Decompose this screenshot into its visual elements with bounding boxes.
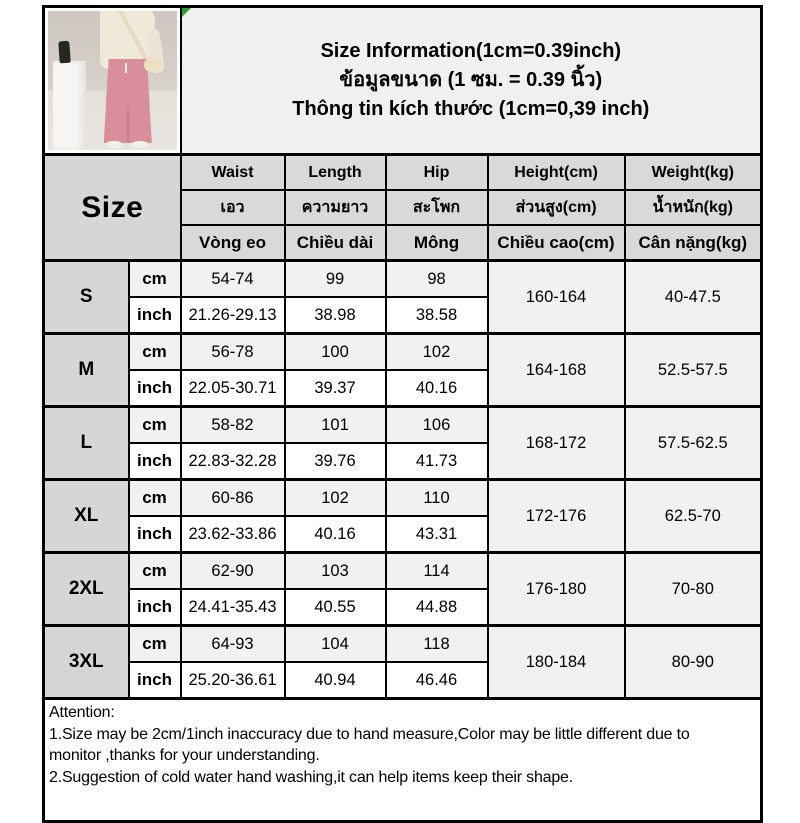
hip-cm-m: 102 [386, 334, 488, 371]
height-xl: 172-176 [488, 480, 625, 553]
title-cell [181, 7, 762, 155]
hip-inch-l: 41.73 [386, 443, 488, 480]
height-3xl: 180-184 [488, 626, 625, 699]
attention-line-1: 1.Size may be 2cm/1inch inaccuracy due to hand measure,Color may be little different due to [49, 725, 690, 743]
hip-cm-2xl: 114 [386, 553, 488, 590]
size-label-xl: XL [44, 480, 129, 553]
length-inch-3xl: 40.94 [285, 662, 386, 699]
hip-inch-s: 38.58 [386, 297, 488, 334]
waist-inch-l: 22.83-32.28 [181, 443, 285, 480]
unit-label-cm: cm [129, 480, 181, 517]
photo-pedestal [53, 61, 86, 150]
title-en: Size Information(1cm=0.39inch) [320, 40, 622, 62]
weight-m: 52.5-57.5 [625, 334, 762, 407]
size-table [42, 5, 763, 823]
table-row [44, 7, 762, 155]
header-length-th: ความยาว [285, 190, 386, 225]
unit-label-inch: inch [129, 370, 181, 407]
table-row-l-cm [44, 407, 762, 444]
table-row-xl-cm [44, 480, 762, 517]
photo-bag [144, 57, 161, 72]
table-header-row-en [44, 155, 762, 191]
size-column-header: Size [44, 155, 181, 261]
header-weight-vi: Cân nặng(kg) [625, 225, 762, 261]
size-chart-sheet [42, 5, 760, 823]
table-row-s-cm [44, 261, 762, 298]
size-label-2xl: 2XL [44, 553, 129, 626]
unit-label-cm: cm [129, 261, 181, 298]
title-vi: Thông tin kích thước (1cm=0,39 inch) [292, 98, 650, 120]
unit-label-cm: cm [129, 334, 181, 371]
table-row-attention [44, 699, 762, 822]
length-cm-xl: 102 [285, 480, 386, 517]
weight-xl: 62.5-70 [625, 480, 762, 553]
hip-cm-l: 106 [386, 407, 488, 444]
unit-label-inch: inch [129, 516, 181, 553]
hip-cm-s: 98 [386, 261, 488, 298]
unit-label-inch: inch [129, 589, 181, 626]
weight-3xl: 80-90 [625, 626, 762, 699]
length-inch-2xl: 40.55 [285, 589, 386, 626]
height-l: 168-172 [488, 407, 625, 480]
waist-cm-xl: 60-86 [181, 480, 285, 517]
height-2xl: 176-180 [488, 553, 625, 626]
size-label-s: S [44, 261, 129, 334]
waist-inch-xl: 23.62-33.86 [181, 516, 285, 553]
waist-cm-3xl: 64-93 [181, 626, 285, 663]
attention-box [44, 699, 762, 822]
length-cm-3xl: 104 [285, 626, 386, 663]
table-row-m-cm [44, 334, 762, 371]
attention-heading: Attention: [49, 704, 115, 721]
header-height-vi: Chiều cao(cm) [488, 225, 625, 261]
unit-label-cm: cm [129, 626, 181, 663]
unit-label-inch: inch [129, 443, 181, 480]
photo-pedestal-object [58, 41, 71, 64]
photo-shoe-right [132, 141, 148, 148]
photo-shoe-left [106, 141, 122, 148]
title-block [182, 8, 761, 153]
length-cm-2xl: 103 [285, 553, 386, 590]
hip-cm-3xl: 118 [386, 626, 488, 663]
header-waist-vi: Vòng eo [181, 225, 285, 261]
size-label-l: L [44, 407, 129, 480]
waist-cm-2xl: 62-90 [181, 553, 285, 590]
waist-inch-m: 22.05-30.71 [181, 370, 285, 407]
length-cm-s: 99 [285, 261, 386, 298]
table-row-3xl-cm [44, 626, 762, 663]
attention-line-3: 2.Suggestion of cold water hand washing,it can help items keep their shape. [49, 768, 574, 786]
photo-drawstring [125, 63, 127, 73]
size-label-3xl: 3XL [44, 626, 129, 699]
header-waist-en: Waist [181, 155, 285, 191]
photo-pants-split [127, 106, 129, 143]
unit-label-cm: cm [129, 407, 181, 444]
header-hip-vi: Mông [386, 225, 488, 261]
product-photo-cell [44, 7, 181, 155]
title-th: ข้อมูลขนาด (1 ซม. = 0.39 นิ้ว) [339, 69, 603, 91]
hip-inch-2xl: 44.88 [386, 589, 488, 626]
length-cm-m: 100 [285, 334, 386, 371]
hip-inch-3xl: 46.46 [386, 662, 488, 699]
unit-label-inch: inch [129, 297, 181, 334]
header-waist-th: เอว [181, 190, 285, 225]
height-s: 160-164 [488, 261, 625, 334]
waist-inch-s: 21.26-29.13 [181, 297, 285, 334]
header-weight-th: น้ำหนัก(kg) [625, 190, 762, 225]
product-photo [48, 11, 177, 150]
size-label-m: M [44, 334, 129, 407]
waist-cm-l: 58-82 [181, 407, 285, 444]
hip-inch-xl: 43.31 [386, 516, 488, 553]
header-length-en: Length [285, 155, 386, 191]
table-row-2xl-cm [44, 553, 762, 590]
length-inch-s: 38.98 [285, 297, 386, 334]
length-cm-l: 101 [285, 407, 386, 444]
unit-label-inch: inch [129, 662, 181, 699]
waist-cm-s: 54-74 [181, 261, 285, 298]
header-length-vi: Chiều dài [285, 225, 386, 261]
weight-l: 57.5-62.5 [625, 407, 762, 480]
attention-line-2: monitor ,thanks for your understanding. [49, 747, 320, 764]
weight-2xl: 70-80 [625, 553, 762, 626]
header-hip-en: Hip [386, 155, 488, 191]
waist-inch-2xl: 24.41-35.43 [181, 589, 285, 626]
hip-cm-xl: 110 [386, 480, 488, 517]
waist-inch-3xl: 25.20-36.61 [181, 662, 285, 699]
header-hip-th: สะโพก [386, 190, 488, 225]
cell-corner-marker-icon [182, 8, 191, 17]
weight-s: 40-47.5 [625, 261, 762, 334]
header-weight-en: Weight(kg) [625, 155, 762, 191]
length-inch-m: 39.37 [285, 370, 386, 407]
header-height-en: Height(cm) [488, 155, 625, 191]
unit-label-cm: cm [129, 553, 181, 590]
header-height-th: ส่วนสูง(cm) [488, 190, 625, 225]
hip-inch-m: 40.16 [386, 370, 488, 407]
length-inch-l: 39.76 [285, 443, 386, 480]
height-m: 164-168 [488, 334, 625, 407]
waist-cm-m: 56-78 [181, 334, 285, 371]
length-inch-xl: 40.16 [285, 516, 386, 553]
